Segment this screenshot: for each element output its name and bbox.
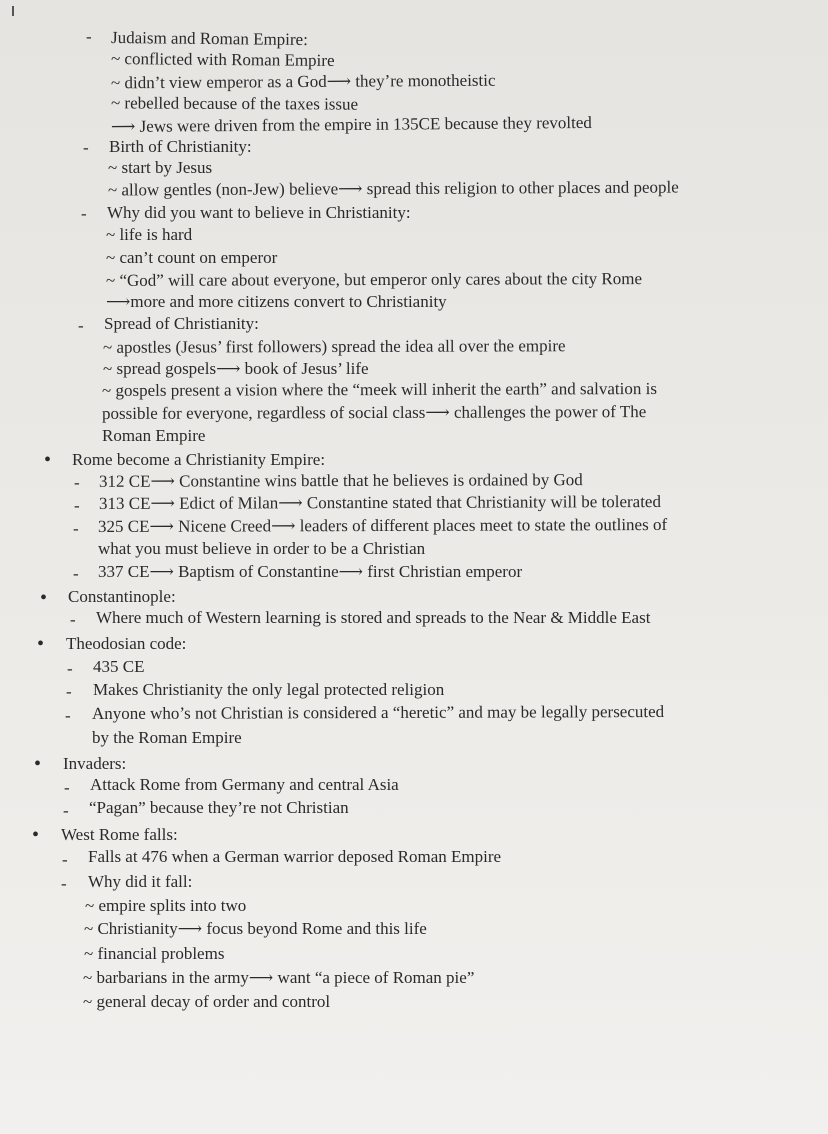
dash-marker: -: [67, 659, 73, 678]
heading-invaders: Invaders:: [63, 754, 127, 773]
note-line: what you must believe in order to be a Christian: [98, 539, 426, 558]
heading-west-rome-falls: West Rome falls:: [61, 825, 178, 844]
dash-marker: -: [73, 564, 79, 583]
heading-theodosian-code: Theodosian code:: [66, 634, 187, 653]
note-line: Roman Empire: [102, 426, 206, 445]
note-line: ~ start by Jesus: [108, 158, 213, 177]
note-line: ~ rebelled because of the taxes issue: [110, 93, 359, 114]
dash-marker: -: [73, 519, 79, 538]
note-line: ~ spread gospels⟶ book of Jesus’ life: [103, 359, 369, 378]
dash-marker: -: [74, 473, 80, 492]
note-line: Falls at 476 when a German warrior deposed Roman Empire: [88, 847, 502, 866]
dash-marker: -: [70, 610, 76, 629]
bullet-marker: •: [37, 633, 45, 655]
dash-marker: -: [86, 27, 92, 46]
corner-mark: [12, 6, 14, 16]
heading-birth-of-christianity: Birth of Christianity:: [109, 137, 252, 156]
note-line: ~ can’t count on emperor: [106, 248, 278, 267]
note-line: ~ gospels present a vision where the “meek will inherit the earth” and salvation is: [101, 379, 657, 400]
note-line: ~ financial problems: [84, 944, 225, 963]
heading-why-believe: Why did you want to believe in Christianity:: [107, 203, 411, 222]
note-line: Attack Rome from Germany and central Asia: [90, 775, 399, 794]
note-line: ⟶more and more citizens convert to Christianity: [106, 292, 447, 311]
note-line: ~ general decay of order and control: [83, 992, 331, 1011]
note-line: 325 CE⟶ Nicene Creed⟶ leaders of different places meet to state the outlines of: [97, 515, 668, 536]
dash-marker: -: [64, 778, 70, 797]
dash-marker: -: [63, 801, 69, 820]
heading-spread-of-christianity: Spread of Christianity:: [104, 314, 259, 333]
note-line: 312 CE⟶ Constantine wins battle that he believes is ordained by God: [98, 470, 583, 491]
heading-why-did-it-fall: Why did it fall:: [88, 872, 193, 891]
dash-marker: -: [62, 850, 68, 869]
note-line: ⟶ Jews were driven from the empire in 135CE because they revolted: [110, 112, 592, 137]
heading-judaism: Judaism and Roman Empire:: [110, 27, 308, 50]
dash-marker: -: [66, 682, 72, 701]
note-line: by the Roman Empire: [92, 728, 242, 747]
note-line: ~ life is hard: [106, 225, 193, 244]
note-line: Anyone who’s not Christian is considered a “heretic” and may be legally persecuted: [91, 702, 665, 723]
dash-marker: -: [61, 874, 67, 893]
heading-rome-christianity-empire: Rome become a Christianity Empire:: [72, 450, 326, 469]
note-line: ~ Christianity⟶ focus beyond Rome and this life: [84, 919, 427, 938]
note-line: ~ “God” will care about everyone, but emperor only cares about the city Rome: [105, 269, 643, 290]
note-line: 337 CE⟶ Baptism of Constantine⟶ first Christian emperor: [98, 562, 523, 581]
note-line: “Pagan” because they’re not Christian: [89, 798, 349, 817]
note-line: Where much of Western learning is stored and spreads to the Near & Middle East: [96, 608, 651, 627]
note-line: ~ didn’t view emperor as a God⟶ they’re monotheistic: [110, 70, 496, 93]
dash-marker: -: [74, 496, 80, 515]
bullet-marker: •: [32, 824, 40, 846]
note-line: ~ barbarians in the army⟶ want “a piece of Roman pie”: [83, 968, 475, 987]
heading-constantinople: Constantinople:: [68, 587, 176, 606]
bullet-marker: •: [44, 449, 52, 471]
note-line: possible for everyone, regardless of social class⟶ challenges the power of The: [101, 402, 647, 423]
dash-marker: -: [65, 706, 71, 725]
note-line: ~ empire splits into two: [85, 896, 247, 915]
note-line: 435 CE: [93, 657, 145, 676]
bullet-marker: •: [34, 753, 42, 775]
note-line: ~ apostles (Jesus’ first followers) spread the idea all over the empire: [102, 336, 566, 357]
bullet-marker: •: [40, 587, 48, 609]
note-line: Makes Christianity the only legal protected religion: [93, 680, 445, 699]
note-line: 313 CE⟶ Edict of Milan⟶ Constantine stated that Christianity will be tolerated: [98, 492, 661, 513]
dash-marker: -: [78, 316, 84, 335]
note-line: ~ conflicted with Roman Empire: [110, 49, 335, 70]
dash-marker: -: [81, 204, 87, 223]
note-line: ~ allow gentles (non-Jew) believe⟶ spread this religion to other places and people: [107, 177, 679, 200]
dash-marker: -: [83, 138, 89, 157]
